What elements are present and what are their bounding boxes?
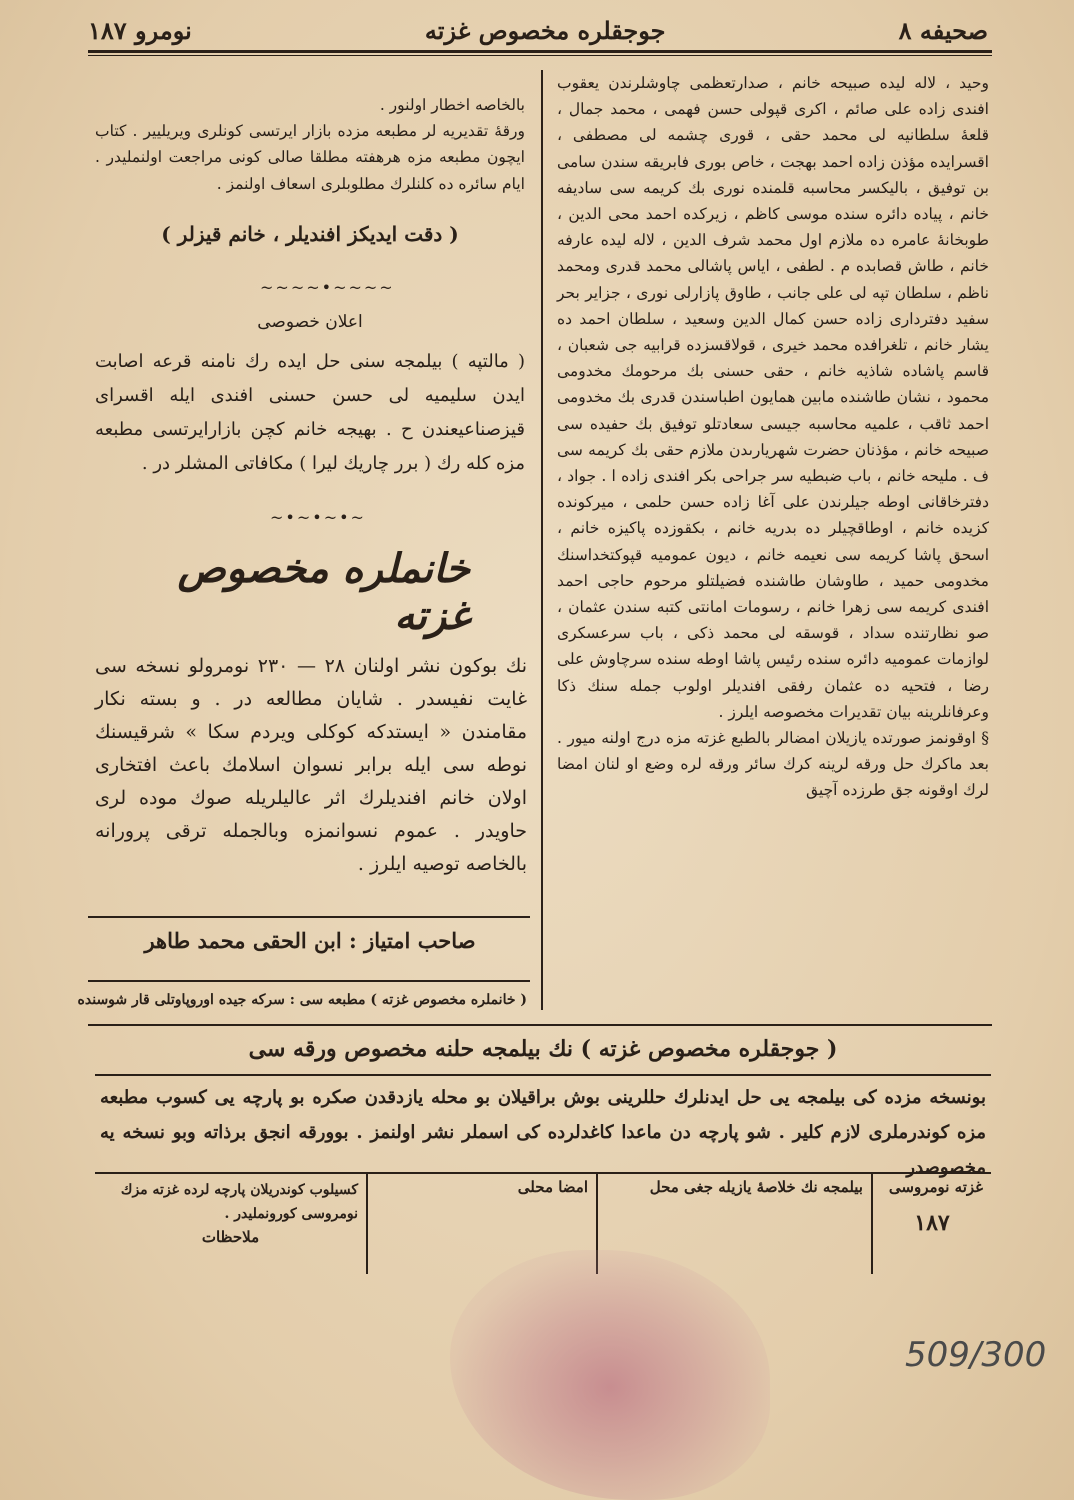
signature-notice-paragraph: § اوقونمز صورتده يازيلان امضالر بالطبع غزته مزه درج اولنه ميور . بعد ماكرك حل ورقه لرينه كرك سائر ورقه لره وضع او لنان امضا لرك اوقونه جق طرزده آچيق xyxy=(557,729,989,800)
recognition-list-paragraph: وحيد ، لاله ليده صبيحه خانم ، صدارتعظمى چاوشلرندن يعقوب افندى زاده على صائم ، اكرى قپولى حسن فهمى ، محمد جمال ، قلعهٔ سلطانيه لى محمد حقى ، قورى چشمه لى مصطفى ، اقسرايده مؤذن زاده احمد بهجت ، خاص بورى فابريقه سندن سامى بن توفيق ، باليكسر محاسبه قلمنده نورى بك كريمه سى ساديفه خانم ، پياده دائره سنده موسى كاظم ، زيركده احمد محى الدين ، طوبخانهٔ عامره ده ملازم اول محمد شرف الدين ، لاله ليده عارفه خانم ، طاش قصابده م . لطفى ، اياس پاشالى محمد قدرى ومحمد ناظم ، سلطان تپه لى على جانب ، طاوق پازارلى نورى ، جزاير بحر سفيد دفتردارى زاده حسن كمال الدين وسعيد ، سلطان احمد ده يشار خانم ، تلغرافده محمد خيرى ، قولاقسزده قرابيه جى شعبان ، قاسم پاشاده شاذيه خانم ، حقى حسنى بك مرحومك مخدومى محمود ، نشان طاشنده مابين همايون اطباسندن قدرى بك مخدومى احمد ثاقب ، علميه محاسبه جيسى سعادتلو توفيق بك حفيده سى صبيحه خانم ، مؤذنان حضرت شهريارىدن ملازم حقى بك كريمه سى ف . مليحه خانم ، باب ضبطيه سر جراحى بكر افندى زاده ا . جواد ، دفترخاقانى اوطه جيلرندن على آغا زاده حسن حلمى ، ميركونده كزيده خانم ، اوطاقچيلر ده بدريه خانم ، بكقوزده پاكيزه خانم ، اسحق پاشا كريمه سى نعيمه خانم ، ديون عموميه قپوكتخداسنك مخدومى حميد ، طاوشان طاشنده فضيلتلو مرحوم حاجى احمد افندى كريمه سى زهرا خانم ، رسومات امانتى كتبه سندن عثمان ، صو نظارتنده سداد ، قوسقه لى محمد ذكى ، باب سرعسكرى لوازمات عموميه دائره سنده رئيس پاشا اوطه سنده سرچاوش على رضا ، فتحيه ده عثمان رفقى افنديلر اولوب جمله سنك ذكا وعرفانلرينه بيان تقديرات مخصوصه ايلرز . xyxy=(557,74,989,721)
header-rule xyxy=(88,50,992,56)
remarks-cell xyxy=(95,1174,366,1274)
ink-stain xyxy=(450,1250,770,1500)
page-number: صحيفه ٨ xyxy=(898,15,988,45)
issue-number: نومرو ١٨٧ xyxy=(88,15,192,45)
announcement-text: ( مالتپه ) بيلمجه سنى حل ايده رك نامنه قرعه اصابت ايدن سليميه لى حسن حسنى افندى ايله اقسراى قيزصناعيعندن ح . بهيجه خانم كچن بازارايرتسى مطبعه مزه كله رك ( برر چاريك ليرا ) مكافاتى المشلر در . xyxy=(95,351,525,474)
issue-value: ١٨٧ xyxy=(914,1210,950,1236)
page-header xyxy=(88,12,988,48)
answer-header: بيلمجه نك خلاصهٔ يازيله جغى محل xyxy=(649,1178,863,1196)
attention-heading: ( دقت ايديكز افنديلر ، خانم قيزلر ) xyxy=(161,222,459,246)
issue-header: غزته نومروسى xyxy=(888,1178,983,1196)
remark-text: كسيلوب كوندريلان پارچه لرده غزته مزك نومروسى كورونمليدر . xyxy=(120,1182,358,1222)
owner-line: صاحب امتياز : ابن الحقى محمد طاهر xyxy=(144,928,476,953)
intro-line-2: ورقهٔ تقديريه لر مطبعه مزده بازار ايرتسى كونلرى ويريليير . كتاب ايچون مطبعه مزه هرهفته مطلقا صالى كونى مراجعت اولنمليدر . ايام سائره ده كلنلرك مطلوبلرى اسعاف اولنمز . xyxy=(95,122,525,193)
printer-line: ( خانملره مخصوص غزته ) مطبعه سى : سركه جيده اوروپاوتلى قار شوسنده xyxy=(77,992,527,1008)
form-rule-top xyxy=(88,1024,992,1026)
owner-rule-bottom xyxy=(88,980,530,982)
masthead-calligraphy: خانملره مخصوص غزته xyxy=(177,545,470,639)
running-title: جوجقلره مخصوص غزته xyxy=(424,15,666,45)
ornament-divider-2-icon: ~•~•~•~ xyxy=(270,508,366,527)
column-divider xyxy=(541,70,543,1010)
ornament-divider-icon: ~~~~•~~~~ xyxy=(260,278,395,297)
left-intro xyxy=(95,92,525,197)
owner-rule-top xyxy=(88,916,530,918)
remark-label: ملاحظات xyxy=(201,1228,260,1246)
right-column xyxy=(557,70,989,804)
intro-line-1: بالخاصه اخطار اولنور . xyxy=(379,96,525,114)
signature-header: امضا محلى xyxy=(517,1178,588,1196)
announcement-heading: اعلان خصوصى xyxy=(257,312,363,332)
form-title: ( جوجقلره مخصوص غزته ) نك بيلمجه حلنه مخصوص ورقه سى xyxy=(248,1036,838,1062)
pencil-annotation: 509/300 xyxy=(905,1335,1047,1375)
form-title-rule xyxy=(95,1074,991,1076)
issue-cell xyxy=(871,1174,991,1274)
masthead-description: نك بوكون نشر اولنان ٢٨ — ٢٣٠ نومرولو نسخه سى غايت نفيسدر . شايان مطالعه در . و بسته نكار مقامندن « ايستدكه كوكلى ويردم سكا » شرقيسنك نوطه سى ايله برابر نسوان اسلامك باعث افتخارى اولان خانم افنديلرك اثر عاليلريله صوك موده لرى حاويدر . عموم نسوانمزه وبالجمله ترقى پرورانه بالخاصه توصيه ايلرز . xyxy=(95,655,527,875)
form-instructions: بونسخه مزده كى بيلمجه يى حل ايدنلرك حللرينى بوش براقيلان بو محله يازدقدن صكره بو پارچه يى كسوب مطبعه مزه كوندرملرى لازم كلير . شو پارچه دن ماعدا كاغدلرده كى اسملر نشر اولنمز . بوورقه انجق برذاته وبو نسخه يه مخصوصدر xyxy=(100,1087,986,1178)
